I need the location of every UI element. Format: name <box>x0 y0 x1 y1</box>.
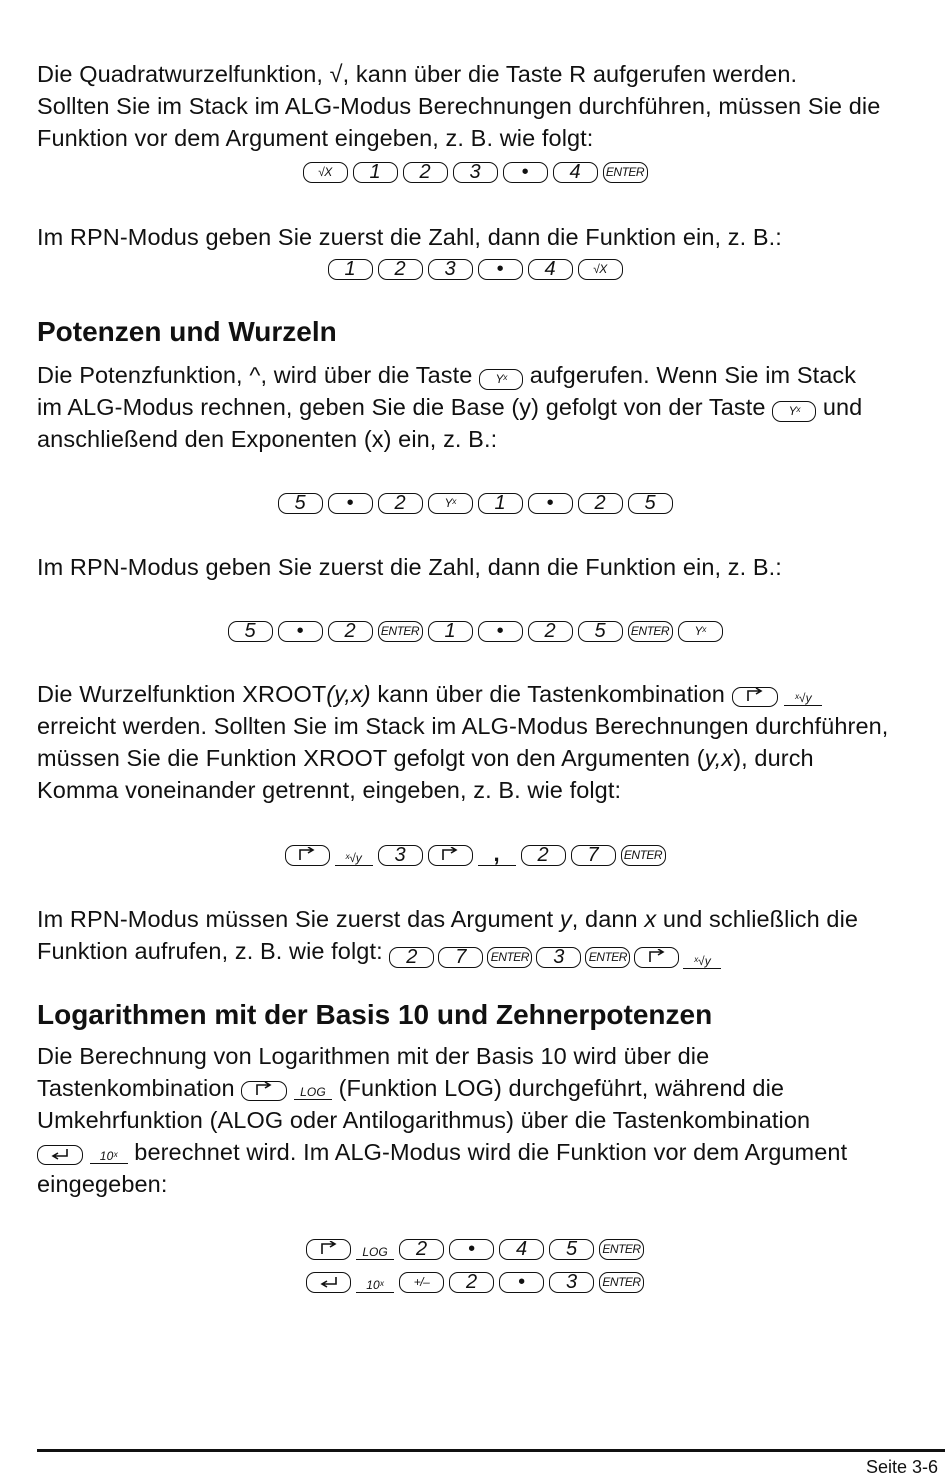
right-shift-key <box>285 845 330 866</box>
log-shift-label: LOG <box>356 1238 394 1260</box>
key-sequence-alg-xroot <box>0 842 950 868</box>
xroot-text-4: müssen Sie die Funktion XROOT gefolgt von den Argumenten ( <box>37 745 705 771</box>
key-sequence-alog <box>0 1269 950 1295</box>
right-shift-key <box>306 1239 351 1260</box>
xroot-text-1: Die Wurzelfunktion XROOT <box>37 681 327 707</box>
digit-3-key: 3 <box>428 259 473 280</box>
alog-shift-label: 10ˣ <box>90 1142 128 1164</box>
digit-4-key: 4 <box>499 1239 544 1260</box>
digit-1-key: 1 <box>428 621 473 642</box>
digit-5-key: 5 <box>278 493 323 514</box>
rpn-xroot-paragraph <box>37 903 937 971</box>
comma-shift-label: , <box>478 844 516 866</box>
yx-key: Yˣ <box>479 369 523 390</box>
digit-2-key: 2 <box>528 621 573 642</box>
right-shift-arrow-icon <box>745 687 765 706</box>
enter-key: ENTER <box>487 947 532 968</box>
key-sequence-rpn-power <box>0 618 950 644</box>
footer-rule <box>37 1449 945 1452</box>
log10-paragraph <box>37 1040 937 1200</box>
digit-2-key: 2 <box>521 845 566 866</box>
left-shift-key <box>306 1272 351 1293</box>
decimal-point-key: • <box>328 493 373 514</box>
powers-paragraph <box>37 359 937 455</box>
right-shift-arrow-icon <box>254 1081 274 1100</box>
log10-text-1: Die Berechnung von Logarithmen mit der Basis 10 wird über die <box>37 1043 710 1069</box>
xroot-shift-label: ˣ√y <box>335 844 373 866</box>
xroot-text-2: kann über die Tastenkombination <box>377 681 725 707</box>
right-shift-arrow-icon <box>319 1240 339 1259</box>
log10-text-3: (Funktion LOG) durchgeführt, während die <box>338 1075 785 1101</box>
digit-2-key: 2 <box>403 162 448 183</box>
decimal-point-key: • <box>478 621 523 642</box>
log10-text-2: Tastenkombination <box>37 1075 235 1101</box>
digit-5-key: 5 <box>628 493 673 514</box>
digit-4-key: 4 <box>553 162 598 183</box>
digit-3-key: 3 <box>549 1272 594 1293</box>
intro-line-1: Die Quadratwurzelfunktion, √, kann über die Taste R aufgerufen werden. <box>37 61 798 87</box>
digit-3-key: 3 <box>536 947 581 968</box>
rpn-xroot-text-4: Funktion aufrufen, z. B. wie folgt: <box>37 938 383 964</box>
section-heading-log10: Logarithmen mit der Basis 10 und Zehnerpotenzen <box>37 999 713 1030</box>
xroot-text-5: ), durch <box>733 745 814 771</box>
sqrt-key: √X <box>578 259 623 280</box>
right-shift-arrow-icon <box>297 846 317 865</box>
xroot-shift-label: ˣ√y <box>683 947 721 969</box>
rpn-xroot-text-3: und schließlich die <box>662 906 859 932</box>
xroot-paragraph <box>37 678 937 806</box>
enter-key: ENTER <box>599 1272 644 1293</box>
digit-1-key: 1 <box>328 259 373 280</box>
digit-5-key: 5 <box>578 621 623 642</box>
digit-1-key: 1 <box>353 162 398 183</box>
digit-1-key: 1 <box>478 493 523 514</box>
digit-4-key: 4 <box>528 259 573 280</box>
rpn-xroot-y: y <box>559 906 572 932</box>
digit-2-key: 2 <box>449 1272 494 1293</box>
digit-2-key: 2 <box>578 493 623 514</box>
digit-2-key: 2 <box>389 947 434 968</box>
digit-3-key: 3 <box>378 845 423 866</box>
right-shift-key <box>241 1081 287 1101</box>
digit-7-key: 7 <box>571 845 616 866</box>
key-sequence-alg-sqrt <box>0 159 950 185</box>
yx-key: Yˣ <box>772 401 816 422</box>
digit-2-key: 2 <box>328 621 373 642</box>
page-number: Seite 3-6 <box>865 1457 938 1477</box>
log10-text-5: berechnet wird. Im ALG-Modus wird die Funktion vor dem Argument <box>134 1139 848 1165</box>
right-shift-arrow-icon <box>440 846 460 865</box>
alog-shift-label: 10ˣ <box>356 1271 394 1293</box>
digit-2-key: 2 <box>378 259 423 280</box>
yx-key: Yˣ <box>428 493 473 514</box>
right-shift-key <box>428 845 473 866</box>
key-sequence-log <box>0 1236 950 1262</box>
decimal-point-key: • <box>449 1239 494 1260</box>
decimal-point-key: • <box>499 1272 544 1293</box>
intro-paragraph <box>37 58 937 154</box>
digit-5-key: 5 <box>549 1239 594 1260</box>
digit-7-key: 7 <box>438 947 483 968</box>
right-shift-arrow-icon <box>647 948 667 967</box>
sqrt-key: √X <box>303 162 348 183</box>
key-sequence-rpn-sqrt <box>0 256 950 282</box>
log-shift-label: LOG <box>294 1078 332 1100</box>
digit-2-key: 2 <box>378 493 423 514</box>
section-heading-powers: Potenzen und Wurzeln <box>37 316 337 347</box>
xroot-args-2: y,x <box>704 745 734 771</box>
enter-key: ENTER <box>599 1239 644 1260</box>
digit-2-key: 2 <box>399 1239 444 1260</box>
digit-5-key: 5 <box>228 621 273 642</box>
xroot-shift-label: ˣ√y <box>784 684 822 706</box>
enter-key: ENTER <box>378 621 423 642</box>
right-shift-key <box>732 687 778 707</box>
right-shift-key <box>634 947 679 968</box>
decimal-point-key: • <box>503 162 548 183</box>
yx-key: Yˣ <box>678 621 723 642</box>
xroot-text-6: Komma voneinander getrennt, eingeben, z. B. wie folgt: <box>37 777 622 803</box>
decimal-point-key: • <box>478 259 523 280</box>
rpn-sqrt-text: Im RPN-Modus geben Sie zuerst die Zahl, dann die Funktion ein, z. B.: <box>37 224 782 250</box>
enter-key: ENTER <box>628 621 673 642</box>
digit-3-key: 3 <box>453 162 498 183</box>
rpn-xroot-x: x <box>644 906 657 932</box>
log10-text-6: eingegeben: <box>37 1171 168 1197</box>
rpn-xroot-text-1: Im RPN-Modus müssen Sie zuerst das Argument <box>37 906 554 932</box>
left-shift-arrow-icon <box>319 1273 339 1292</box>
powers-text-2: aufgerufen. Wenn Sie im Stack <box>529 362 857 388</box>
key-sequence-alg-power <box>0 490 950 516</box>
enter-key: ENTER <box>585 947 630 968</box>
xroot-args: (y,x) <box>326 681 371 707</box>
intro-line-2: Sollten Sie im Stack im ALG-Modus Berechnungen durchführen, müssen Sie die <box>37 93 881 119</box>
enter-key: ENTER <box>603 162 648 183</box>
powers-text-4: und <box>822 394 863 420</box>
left-shift-arrow-icon <box>50 1145 70 1164</box>
decimal-point-key: • <box>278 621 323 642</box>
rpn-power-text: Im RPN-Modus geben Sie zuerst die Zahl, dann die Funktion ein, z. B.: <box>37 554 782 580</box>
key-sequence-rpn-xroot <box>389 945 721 971</box>
powers-text-5: anschließend den Exponenten (x) ein, z. B.: <box>37 426 498 452</box>
intro-line-3: Funktion vor dem Argument eingeben, z. B. wie folgt: <box>37 125 594 151</box>
decimal-point-key: • <box>528 493 573 514</box>
powers-text-3: im ALG-Modus rechnen, geben Sie die Base (y) gefolgt von der Taste <box>37 394 766 420</box>
enter-key: ENTER <box>621 845 666 866</box>
plus-minus-key: +/– <box>399 1272 444 1293</box>
left-shift-key <box>37 1145 83 1165</box>
powers-text-1: Die Potenzfunktion, ^, wird über die Taste <box>37 362 473 388</box>
rpn-xroot-text-2: , dann <box>571 906 638 932</box>
log10-text-4: Umkehrfunktion (ALOG oder Antilogarithmus) über die Tastenkombination <box>37 1107 811 1133</box>
xroot-text-3: erreicht werden. Sollten Sie im Stack im ALG-Modus Berechnungen durchführen, <box>37 713 889 739</box>
